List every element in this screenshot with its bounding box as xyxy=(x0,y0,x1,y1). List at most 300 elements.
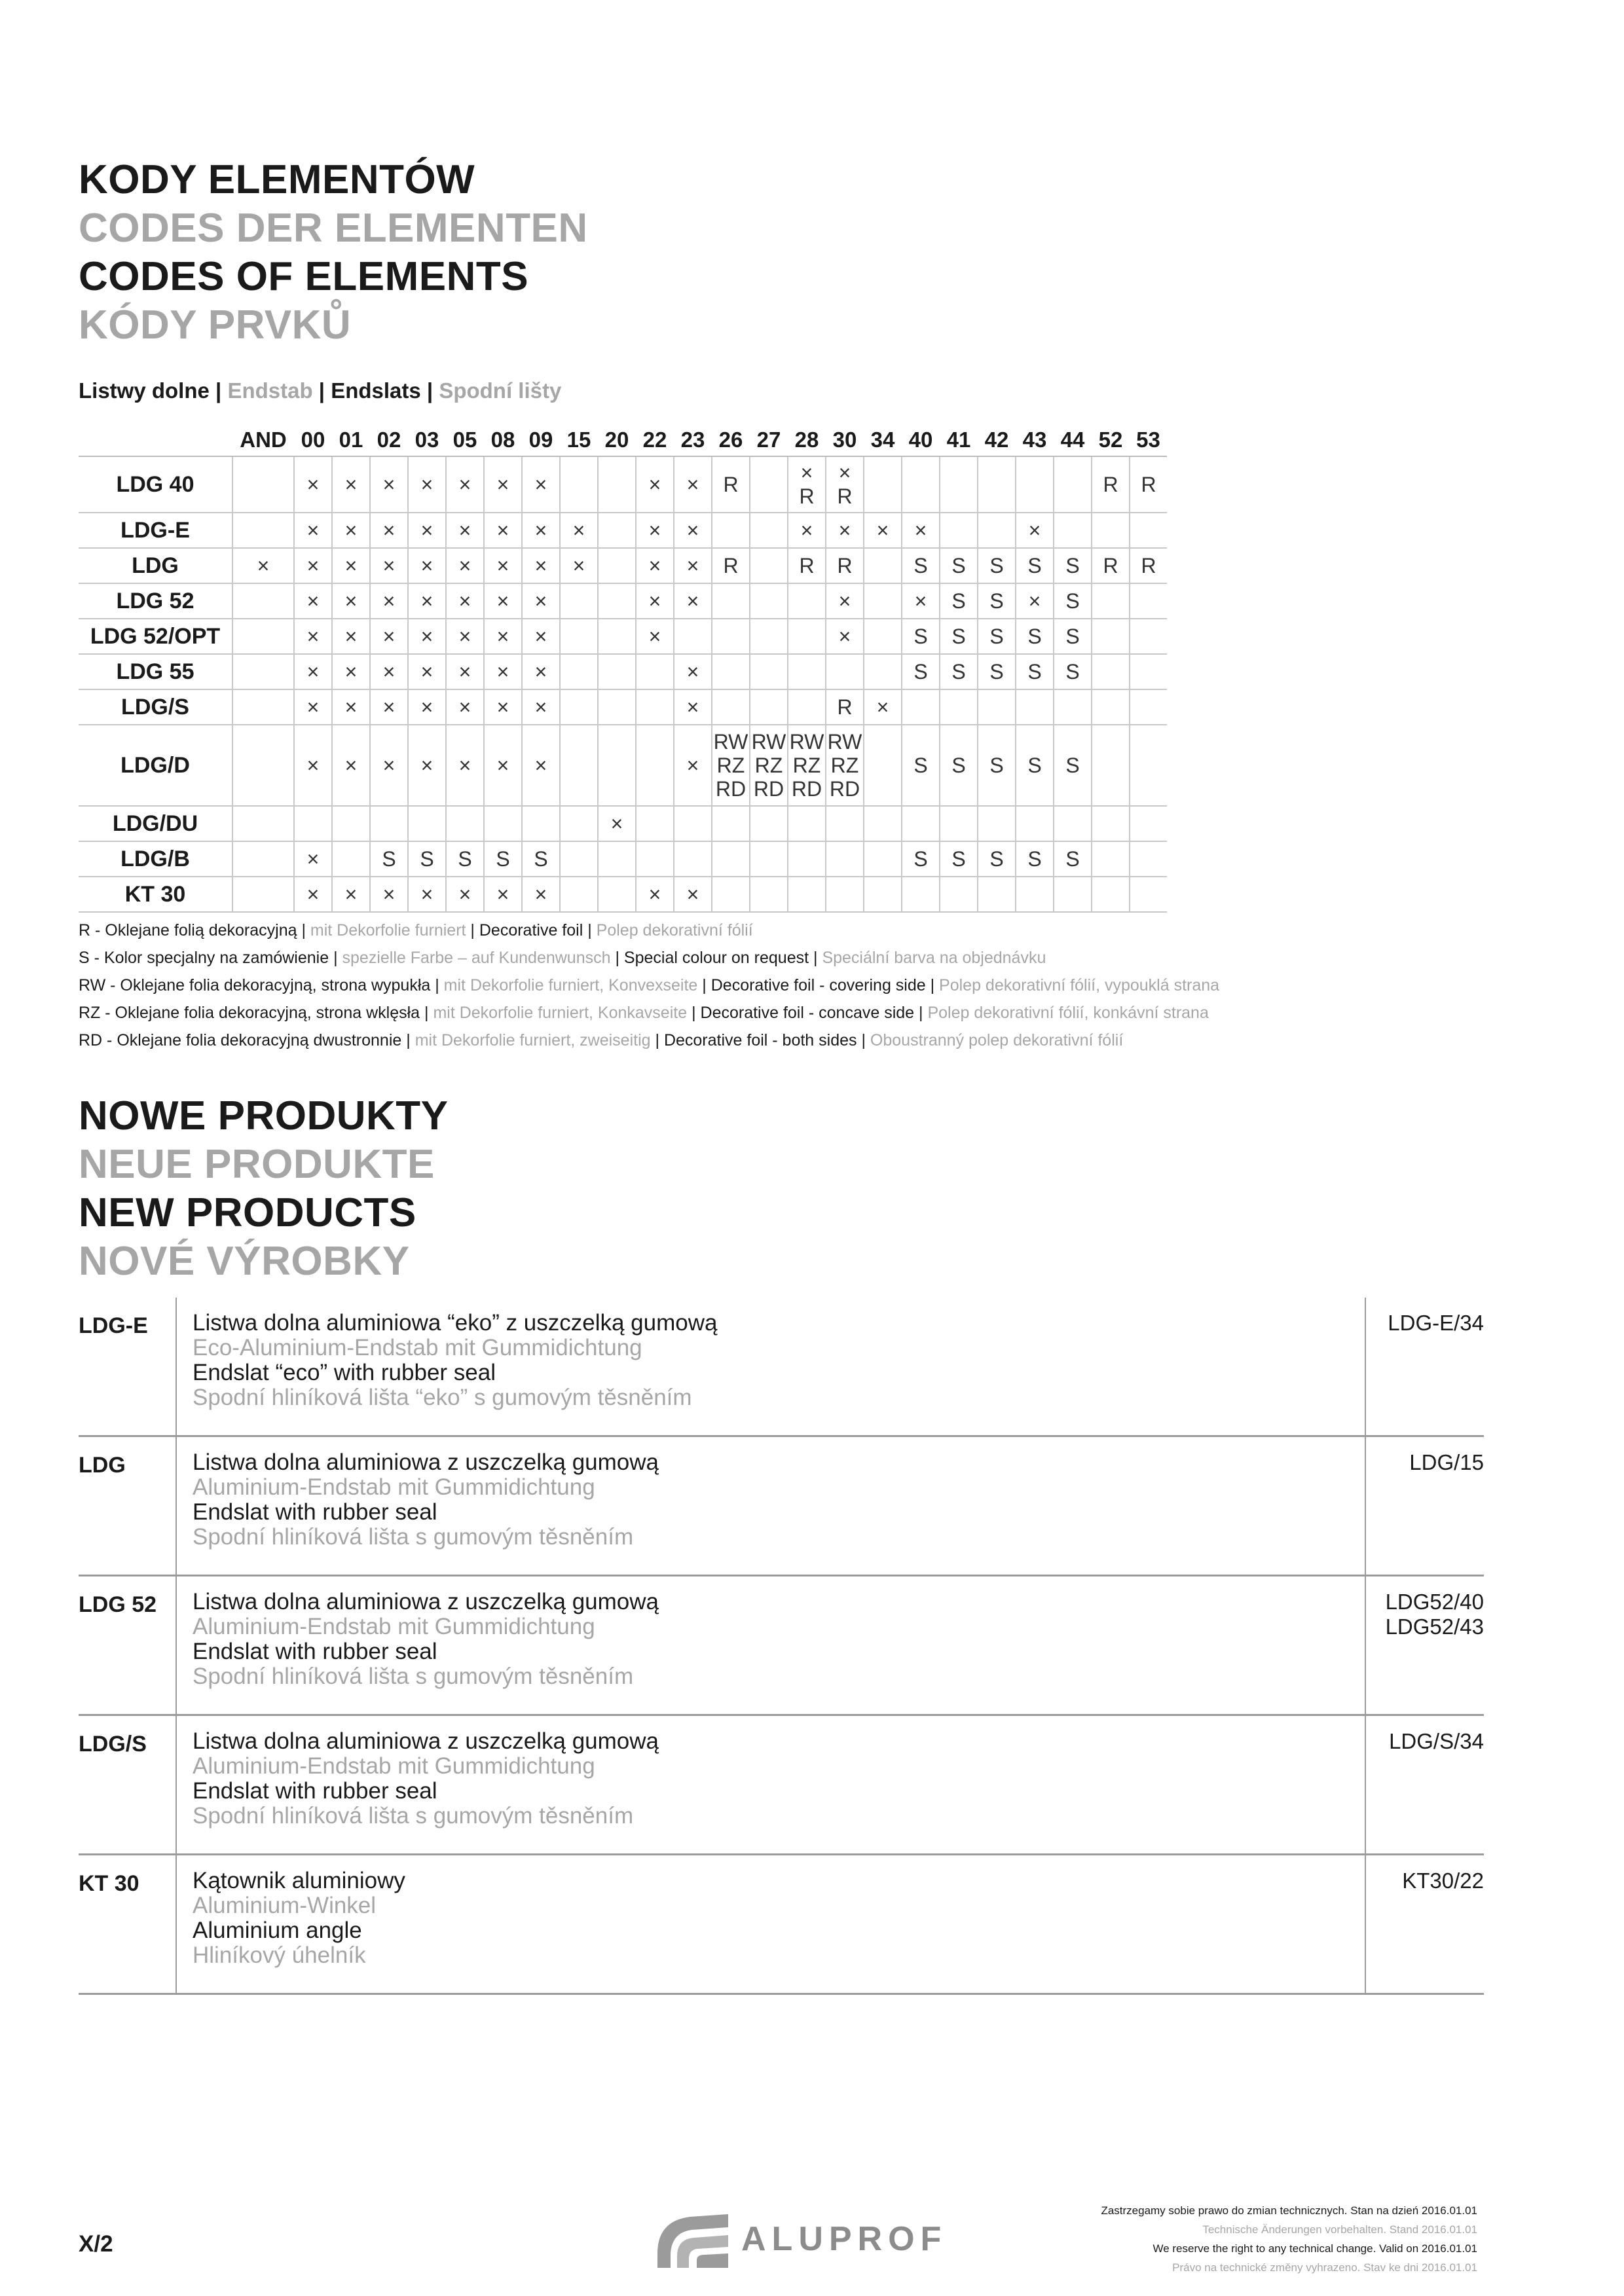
matrix-cell xyxy=(978,513,1016,548)
matrix-cell: × xyxy=(408,513,446,548)
section-subheading: Listwy dolne | Endstab | Endslats | Spodní lišty xyxy=(79,378,562,403)
matrix-cell: × xyxy=(598,806,636,841)
matrix-cell xyxy=(598,654,636,689)
matrix-row xyxy=(79,456,1167,513)
matrix-cell: × xyxy=(484,456,522,513)
legal-notice xyxy=(1101,2201,1477,2277)
matrix-cell xyxy=(940,456,978,513)
matrix-cell xyxy=(1130,806,1167,841)
matrix-cell: S xyxy=(902,725,940,806)
legend-line: R - Oklejane folią dekoracyjną | mit Dekorfolie furniert | Decorative foil | Polep dekorativní fólií xyxy=(79,921,753,939)
matrix-cell: × xyxy=(408,583,446,619)
matrix-cell xyxy=(788,654,826,689)
matrix-cell xyxy=(864,654,902,689)
matrix-cell xyxy=(1092,583,1130,619)
product-code: LDG xyxy=(79,1436,176,1576)
matrix-cell: × xyxy=(370,548,408,583)
matrix-cell: × xyxy=(674,548,712,583)
matrix-column-header: 20 xyxy=(598,424,636,456)
matrix-cell xyxy=(864,877,902,912)
matrix-cell xyxy=(636,806,674,841)
matrix-cell: × xyxy=(294,456,332,513)
matrix-cell: RW RZ RD xyxy=(750,725,788,806)
matrix-row-label: LDG/S xyxy=(79,689,232,725)
product-description xyxy=(176,1436,1365,1576)
legend-pl: RW - Oklejane folia dekoracyjną, strona wypukła xyxy=(79,976,431,994)
legend-en: Decorative foil - concave side xyxy=(700,1004,915,1022)
matrix-cell: S xyxy=(940,619,978,654)
matrix-column-header: 00 xyxy=(294,424,332,456)
matrix-cell xyxy=(1054,513,1092,548)
product-row xyxy=(79,1298,1484,1436)
legend xyxy=(79,917,1219,1054)
matrix-cell: × xyxy=(408,456,446,513)
matrix-column-header: 52 xyxy=(1092,424,1130,456)
matrix-cell: S xyxy=(1054,583,1092,619)
matrix-row xyxy=(79,725,1167,806)
matrix-cell: × xyxy=(484,654,522,689)
matrix-cell xyxy=(560,689,598,725)
matrix-cell: × xyxy=(674,583,712,619)
matrix-cell: × xyxy=(522,456,560,513)
matrix-cell xyxy=(750,689,788,725)
matrix-cell: S xyxy=(1054,841,1092,877)
matrix-cell: × xyxy=(446,877,484,912)
matrix-cell: S xyxy=(902,619,940,654)
product-desc-pl: Listwa dolna aluminiowa “eko” z uszczelką gumową xyxy=(193,1310,718,1336)
legend-en: Decorative foil - covering side xyxy=(710,976,926,994)
matrix-cell xyxy=(446,806,484,841)
legend-cz: Polep dekorativní fólií, konkávní strana xyxy=(927,1004,1209,1022)
product-code: LDG-E xyxy=(79,1298,176,1436)
legend-de: mit Dekorfolie furniert xyxy=(310,921,466,939)
matrix-cell: × xyxy=(636,548,674,583)
matrix-cell xyxy=(232,619,294,654)
matrix-cell: × xyxy=(484,513,522,548)
matrix-cell: × xyxy=(902,583,940,619)
matrix-cell: R xyxy=(1130,548,1167,583)
legend-de: spezielle Farbe – auf Kundenwunsch xyxy=(342,949,611,967)
matrix-cell xyxy=(1130,841,1167,877)
product-desc-en: Endslat with rubber seal xyxy=(193,1499,437,1525)
product-desc-pl: Kątownik aluminiowy xyxy=(193,1868,405,1893)
matrix-cell xyxy=(750,513,788,548)
matrix-cell xyxy=(940,877,978,912)
matrix-cell: S xyxy=(978,548,1016,583)
products-table xyxy=(79,1298,1484,1995)
matrix-cell xyxy=(1092,877,1130,912)
matrix-cell: × xyxy=(446,619,484,654)
matrix-cell xyxy=(522,806,560,841)
matrix-cell xyxy=(1092,806,1130,841)
matrix-cell: × xyxy=(522,877,560,912)
matrix-cell: × xyxy=(294,619,332,654)
matrix-cell xyxy=(1054,456,1092,513)
matrix-cell: R xyxy=(1092,548,1130,583)
matrix-cell xyxy=(864,456,902,513)
matrix-cell: S xyxy=(408,841,446,877)
product-desc-pl: Listwa dolna aluminiowa z uszczelką gumową xyxy=(193,1589,659,1614)
matrix-cell: RW RZ RD xyxy=(712,725,750,806)
matrix-cell xyxy=(978,456,1016,513)
matrix-cell: × xyxy=(674,456,712,513)
matrix-cell: RW RZ RD xyxy=(826,725,864,806)
matrix-cell: × xyxy=(522,689,560,725)
matrix-cell: × xyxy=(332,654,370,689)
matrix-column-header: 03 xyxy=(408,424,446,456)
matrix-cell xyxy=(1054,877,1092,912)
matrix-cell xyxy=(1130,513,1167,548)
matrix-cell: × xyxy=(446,513,484,548)
matrix-cell: × xyxy=(332,877,370,912)
matrix-column-header: 02 xyxy=(370,424,408,456)
matrix-row xyxy=(79,513,1167,548)
matrix-cell xyxy=(598,619,636,654)
matrix-cell xyxy=(294,806,332,841)
matrix-cell: × xyxy=(1016,513,1054,548)
matrix-cell xyxy=(560,725,598,806)
product-desc-en: Aluminium angle xyxy=(193,1918,362,1943)
matrix-row-label: LDG/DU xyxy=(79,806,232,841)
matrix-cell xyxy=(1092,689,1130,725)
matrix-cell: × xyxy=(484,689,522,725)
matrix-cell xyxy=(232,583,294,619)
matrix-cell xyxy=(978,877,1016,912)
matrix-cell: × xyxy=(408,725,446,806)
matrix-row xyxy=(79,619,1167,654)
legend-cz: Oboustranný polep dekorativní fólií xyxy=(870,1031,1124,1049)
product-description xyxy=(176,1715,1365,1855)
legend-en: Special colour on request xyxy=(623,949,809,967)
matrix-cell: × xyxy=(446,654,484,689)
matrix-cell xyxy=(674,619,712,654)
matrix-cell: S xyxy=(940,654,978,689)
matrix-cell xyxy=(1016,456,1054,513)
product-row xyxy=(79,1436,1484,1576)
matrix-row-label: LDG-E xyxy=(79,513,232,548)
matrix-cell: × xyxy=(332,513,370,548)
matrix-cell xyxy=(750,877,788,912)
matrix-cell: × xyxy=(446,583,484,619)
matrix-cell: × xyxy=(446,548,484,583)
notice-pl: Zastrzegamy sobie prawo do zmian technicznych. Stan na dzień 2016.01.01 xyxy=(1101,2204,1477,2217)
matrix-column-header: 28 xyxy=(788,424,826,456)
matrix-cell: × xyxy=(522,548,560,583)
product-row xyxy=(79,1576,1484,1715)
matrix-cell: × xyxy=(294,689,332,725)
matrix-column-header: 22 xyxy=(636,424,674,456)
matrix-row-label: KT 30 xyxy=(79,877,232,912)
matrix-row-label: LDG/D xyxy=(79,725,232,806)
legend-line: S - Kolor specjalny na zamówienie | spezielle Farbe – auf Kundenwunsch | Special colour on request | Speciální barva na objednávku xyxy=(79,949,1046,967)
matrix-cell: R xyxy=(788,548,826,583)
matrix-row-label: LDG xyxy=(79,548,232,583)
matrix-cell: R xyxy=(712,456,750,513)
notice-cz: Právo na technické změny vyhrazeno. Stav ke dni 2016.01.01 xyxy=(1172,2261,1477,2274)
matrix-cell: R xyxy=(1092,456,1130,513)
matrix-cell: S xyxy=(1054,548,1092,583)
matrix-cell xyxy=(940,513,978,548)
matrix-cell xyxy=(712,654,750,689)
matrix-cell xyxy=(332,806,370,841)
matrix-cell: × xyxy=(636,456,674,513)
matrix-cell xyxy=(788,877,826,912)
matrix-cell: × xyxy=(788,513,826,548)
product-code: LDG/S xyxy=(79,1715,176,1855)
legend-en: Decorative foil - both sides xyxy=(663,1031,857,1049)
matrix-cell xyxy=(902,456,940,513)
matrix-cell: S xyxy=(522,841,560,877)
matrix-cell xyxy=(598,841,636,877)
matrix-column-header: 08 xyxy=(484,424,522,456)
matrix-cell xyxy=(1130,583,1167,619)
product-desc-de: Aluminium-Endstab mit Gummidichtung xyxy=(193,1614,595,1639)
matrix-cell xyxy=(1130,689,1167,725)
matrix-cell: R xyxy=(826,689,864,725)
matrix-cell: S xyxy=(978,583,1016,619)
matrix-cell: × xyxy=(522,619,560,654)
matrix-cell: × xyxy=(408,548,446,583)
matrix-cell: × xyxy=(674,689,712,725)
matrix-cell: × xyxy=(902,513,940,548)
matrix-cell xyxy=(902,806,940,841)
legend-pl: RZ - Oklejane folia dekoracyjną, strona wklęsła xyxy=(79,1004,420,1022)
subheading-de: Endstab xyxy=(227,378,313,403)
product-desc-pl: Listwa dolna aluminiowa z uszczelką gumową xyxy=(193,1728,659,1754)
matrix-cell: × xyxy=(370,583,408,619)
matrix-cell: × xyxy=(294,841,332,877)
matrix-cell xyxy=(598,689,636,725)
product-desc-cz: Spodní hliníková lišta s gumovým těsněním xyxy=(193,1664,634,1689)
matrix-row xyxy=(79,877,1167,912)
legend-line: RW - Oklejane folia dekoracyjną, strona wypukła | mit Dekorfolie furniert, Konvexseite | Decorative foil - covering side | Polep dekorativní fólií, vypouklá strana xyxy=(79,976,1220,994)
matrix-cell xyxy=(864,548,902,583)
legend-de: mit Dekorfolie furniert, Konkavseite xyxy=(433,1004,688,1022)
matrix-cell: S xyxy=(484,841,522,877)
product-description xyxy=(176,1576,1365,1715)
matrix-cell: S xyxy=(1054,725,1092,806)
matrix-cell: × xyxy=(370,877,408,912)
product-code: KT 30 xyxy=(79,1855,176,1994)
matrix-cell: × xyxy=(446,456,484,513)
matrix-cell xyxy=(712,583,750,619)
matrix-cell xyxy=(864,806,902,841)
notice-de: Technische Änderungen vorbehalten. Stand 2016.01.01 xyxy=(1202,2223,1477,2236)
legend-pl: S - Kolor specjalny na zamówienie xyxy=(79,949,329,967)
matrix-cell xyxy=(598,513,636,548)
matrix-cell xyxy=(1092,841,1130,877)
product-reference-code: LDG52/40 xyxy=(1385,1590,1484,1614)
matrix-cell: × xyxy=(484,725,522,806)
product-desc-de: Aluminium-Endstab mit Gummidichtung xyxy=(193,1474,595,1500)
matrix-cell xyxy=(232,877,294,912)
matrix-cell xyxy=(712,877,750,912)
matrix-column-header: 26 xyxy=(712,424,750,456)
matrix-cell: R xyxy=(712,548,750,583)
matrix-column-header: 41 xyxy=(940,424,978,456)
matrix-cell xyxy=(232,513,294,548)
notice-en: We reserve the right to any technical change. Valid on 2016.01.01 xyxy=(1153,2242,1477,2255)
matrix-cell xyxy=(332,841,370,877)
matrix-cell: S xyxy=(940,548,978,583)
matrix-cell xyxy=(712,619,750,654)
matrix-column-header: 15 xyxy=(560,424,598,456)
legend-line: RZ - Oklejane folia dekoracyjną, strona wklęsła | mit Dekorfolie furniert, Konkavseite | Decorative foil - concave side | Polep dekorativní fólií, konkávní strana xyxy=(79,1004,1209,1022)
matrix-column-header: 30 xyxy=(826,424,864,456)
matrix-cell: × xyxy=(408,689,446,725)
matrix-cell: × xyxy=(674,654,712,689)
matrix-cell xyxy=(560,877,598,912)
matrix-column-header: 42 xyxy=(978,424,1016,456)
matrix-row-label: LDG/B xyxy=(79,841,232,877)
matrix-cell: S xyxy=(902,841,940,877)
matrix-cell xyxy=(940,806,978,841)
matrix-cell xyxy=(370,806,408,841)
product-code: LDG 52 xyxy=(79,1576,176,1715)
matrix-cell: × xyxy=(370,456,408,513)
matrix-cell: × xyxy=(674,513,712,548)
matrix-row xyxy=(79,548,1167,583)
matrix-cell: × xyxy=(522,654,560,689)
matrix-column-header: 23 xyxy=(674,424,712,456)
matrix-cell: S xyxy=(978,725,1016,806)
product-desc-cz: Spodní hliníková lišta s gumovým těsněním xyxy=(193,1524,634,1550)
codes-heading-pl: KODY ELEMENTÓW xyxy=(79,157,475,202)
matrix-cell: S xyxy=(940,841,978,877)
matrix-cell xyxy=(560,654,598,689)
product-reference xyxy=(1365,1576,1484,1715)
matrix-cell xyxy=(1092,513,1130,548)
matrix-cell xyxy=(1092,619,1130,654)
product-reference-code: LDG52/43 xyxy=(1385,1614,1484,1639)
matrix-cell xyxy=(598,583,636,619)
matrix-cell: S xyxy=(1016,654,1054,689)
matrix-cell: S xyxy=(940,583,978,619)
matrix-column-header: 01 xyxy=(332,424,370,456)
matrix-cell: × xyxy=(294,725,332,806)
matrix-corner xyxy=(79,424,232,456)
matrix-cell xyxy=(232,456,294,513)
matrix-cell: × xyxy=(674,725,712,806)
matrix-cell: S xyxy=(1016,619,1054,654)
matrix-cell xyxy=(232,806,294,841)
matrix-cell xyxy=(864,841,902,877)
matrix-column-header: 53 xyxy=(1130,424,1167,456)
matrix-cell xyxy=(750,619,788,654)
matrix-column-header: 44 xyxy=(1054,424,1092,456)
codes-heading-cz: KÓDY PRVKŮ xyxy=(79,302,352,348)
matrix-cell: S xyxy=(978,619,1016,654)
matrix-cell: × xyxy=(294,654,332,689)
matrix-cell xyxy=(560,841,598,877)
matrix-cell xyxy=(712,513,750,548)
matrix-cell xyxy=(750,583,788,619)
matrix-cell xyxy=(636,841,674,877)
matrix-cell xyxy=(1016,806,1054,841)
matrix-cell xyxy=(408,806,446,841)
matrix-cell: × xyxy=(636,513,674,548)
matrix-cell: × xyxy=(370,619,408,654)
matrix-cell: × xyxy=(332,619,370,654)
product-reference-code: KT30/22 xyxy=(1402,1868,1484,1893)
matrix-cell: S xyxy=(1016,725,1054,806)
matrix-cell: × xyxy=(484,619,522,654)
matrix-cell xyxy=(232,725,294,806)
product-desc-de: Aluminium-Endstab mit Gummidichtung xyxy=(193,1753,595,1779)
matrix-cell xyxy=(826,877,864,912)
product-desc-en: Endslat with rubber seal xyxy=(193,1778,437,1804)
matrix-cell: × R xyxy=(788,456,826,513)
matrix-cell: × xyxy=(408,619,446,654)
matrix-cell: × xyxy=(826,619,864,654)
product-desc-pl: Listwa dolna aluminiowa z uszczelką gumową xyxy=(193,1449,659,1475)
legend-cz: Polep dekorativní fólií xyxy=(596,921,753,939)
matrix-cell xyxy=(636,689,674,725)
matrix-cell: × xyxy=(560,548,598,583)
matrix-cell xyxy=(1054,689,1092,725)
codes-heading-en: CODES OF ELEMENTS xyxy=(79,254,529,299)
matrix-cell xyxy=(232,689,294,725)
matrix-cell xyxy=(560,456,598,513)
legend-line: RD - Oklejane folia dekoracyjną dwustronnie | mit Dekorfolie furniert, zweiseitig | Decorative foil - both sides | Oboustranný polep dekorativní fólií xyxy=(79,1031,1124,1049)
matrix-cell xyxy=(636,654,674,689)
matrix-cell: S xyxy=(902,654,940,689)
matrix-cell: × xyxy=(294,548,332,583)
matrix-cell xyxy=(902,689,940,725)
matrix-cell: × xyxy=(294,583,332,619)
matrix-cell xyxy=(788,806,826,841)
matrix-cell xyxy=(484,806,522,841)
matrix-column-header: 34 xyxy=(864,424,902,456)
product-desc-cz: Hliníkový úhelník xyxy=(193,1942,366,1968)
matrix-column-header: AND xyxy=(232,424,294,456)
matrix-cell xyxy=(712,689,750,725)
legend-de: mit Dekorfolie furniert, zweiseitig xyxy=(415,1031,651,1049)
product-description xyxy=(176,1855,1365,1994)
matrix-row-label: LDG 40 xyxy=(79,456,232,513)
matrix-cell xyxy=(560,619,598,654)
matrix-cell xyxy=(674,841,712,877)
matrix-cell xyxy=(232,654,294,689)
matrix-cell: × xyxy=(446,725,484,806)
matrix-row xyxy=(79,654,1167,689)
subheading-en: Endslats xyxy=(331,378,421,403)
matrix-cell: S xyxy=(446,841,484,877)
matrix-cell xyxy=(1130,725,1167,806)
matrix-cell: × xyxy=(408,654,446,689)
matrix-cell xyxy=(826,841,864,877)
matrix-cell: S xyxy=(1016,548,1054,583)
legend-cz: Polep dekorativní fólií, vypouklá strana xyxy=(939,976,1220,994)
matrix-row xyxy=(79,689,1167,725)
matrix-column-header: 09 xyxy=(522,424,560,456)
product-reference-code: LDG/15 xyxy=(1409,1450,1484,1474)
matrix-cell: R xyxy=(826,548,864,583)
logo-text: ALUPROF xyxy=(741,2220,948,2258)
matrix-cell: × xyxy=(370,725,408,806)
products-heading-pl: NOWE PRODUKTY xyxy=(79,1093,449,1139)
matrix-cell xyxy=(674,806,712,841)
matrix-cell: × xyxy=(332,548,370,583)
matrix-cell xyxy=(560,806,598,841)
products-heading-cz: NOVÉ VÝROBKY xyxy=(79,1239,410,1284)
matrix-cell xyxy=(978,806,1016,841)
matrix-row xyxy=(79,583,1167,619)
product-desc-en: Endslat with rubber seal xyxy=(193,1639,437,1664)
matrix-cell: S xyxy=(978,841,1016,877)
legend-pl: RD - Oklejane folia dekoracyjną dwustronnie xyxy=(79,1031,402,1049)
matrix-cell xyxy=(750,806,788,841)
